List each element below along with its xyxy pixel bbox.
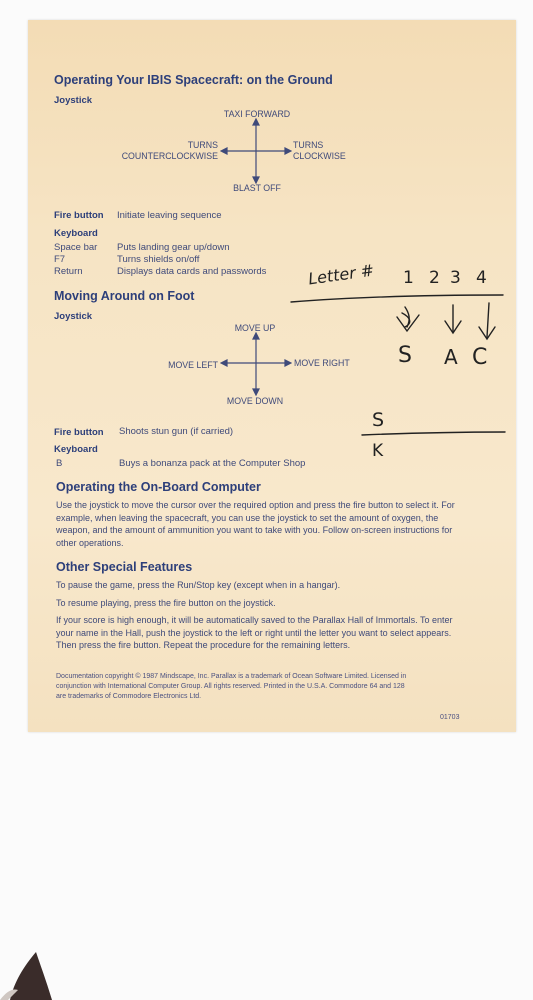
key-desc: Buys a bonanza pack at the Computer Shop (119, 458, 306, 469)
key-name: B (56, 458, 63, 469)
handwritten-letter: C (472, 345, 488, 370)
fire-button-label: Fire button (54, 427, 104, 438)
fire-button-desc: Shoots stun gun (if carried) (119, 426, 234, 437)
joystick-arrows-diagram (220, 332, 292, 396)
dir-right-label: TURNS CLOCKWISE (293, 140, 346, 161)
dir-up-label: TAXI FORWARD (223, 109, 291, 119)
computer-paragraph: Use the joystick to move the cursor over the required option and press the fire button to select it. For example, when leaving the spacecraft, you can use the joystick to set the amount of oxygen, the weapon, and the amount of ammunition you want to take with you. Follow on-screen instructions for other operations. (56, 500, 455, 548)
dir-down-label: BLAST OFF (233, 183, 281, 193)
keyboard-heading: Keyboard (54, 228, 98, 239)
dir-down-label: MOVE DOWN (226, 396, 284, 406)
section-title-foot: Moving Around on Foot (54, 289, 195, 303)
dir-up-label: MOVE UP (234, 323, 276, 333)
handwritten-number: 2 (429, 268, 440, 288)
key-desc: Turns shields on/off (117, 254, 200, 265)
handwritten-fraction-bottom: K (372, 441, 384, 461)
dir-right-label: MOVE RIGHT (294, 358, 350, 368)
hall-paragraph: If your score is high enough, it will be automatically saved to the Parallax Hall of Immortals. To enter your name in the Hall, push the joystick to the left or right until the letter you want to select appears. Then press the fire button. Repeat the procedure for the remaining letters. (56, 615, 453, 650)
fire-button-label: Fire button (54, 210, 104, 221)
section-title-ground: Operating Your IBIS Spacecraft: on the Ground (54, 73, 333, 87)
document-code: 01703 (440, 714, 460, 721)
key-desc: Displays data cards and passwords (117, 266, 267, 277)
joystick-heading: Joystick (54, 311, 93, 322)
copyright-notice: Documentation copyright © 1987 Mindscape, Inc. Parallax is a trademark of Ocean Software Limited. Licensed in conjunction with International Computer Group. All rights reserved. Printed in the U.S.A. Commodore 64 and 128 are trademarks of Commodore Electronics Ltd. (56, 673, 407, 700)
dir-left-label: TURNS COUNTERCLOCKWISE (121, 140, 218, 161)
key-desc: Puts landing gear up/down (117, 242, 230, 253)
dir-left-label: MOVE LEFT (168, 360, 218, 370)
handwritten-number: 3 (450, 268, 461, 288)
section-title-special: Other Special Features (56, 560, 193, 574)
keyboard-heading: Keyboard (54, 444, 98, 455)
joystick-arrows-diagram (220, 118, 292, 184)
handwritten-letter: A (444, 345, 458, 369)
handwritten-number: 1 (403, 268, 414, 288)
key-name: Return (54, 266, 83, 277)
pause-paragraph: To pause the game, press the Run/Stop key (except when in a hangar). (56, 580, 341, 590)
key-name: F7 (54, 254, 66, 265)
section-title-computer: Operating the On-Board Computer (56, 480, 261, 494)
handwritten-fraction-top: S (372, 409, 385, 431)
resume-paragraph: To resume playing, press the fire button on the joystick. (56, 598, 276, 608)
dark-smudge-mark (0, 946, 60, 1000)
handwritten-letter: S (398, 343, 412, 368)
joystick-heading: Joystick (54, 95, 93, 106)
key-name: Space bar (54, 242, 98, 253)
handwritten-letter-label: Letter # (307, 260, 376, 289)
fire-button-desc: Initiate leaving sequence (117, 210, 222, 221)
handwritten-fraction-line (360, 428, 508, 440)
handwritten-number: 4 (476, 268, 487, 288)
